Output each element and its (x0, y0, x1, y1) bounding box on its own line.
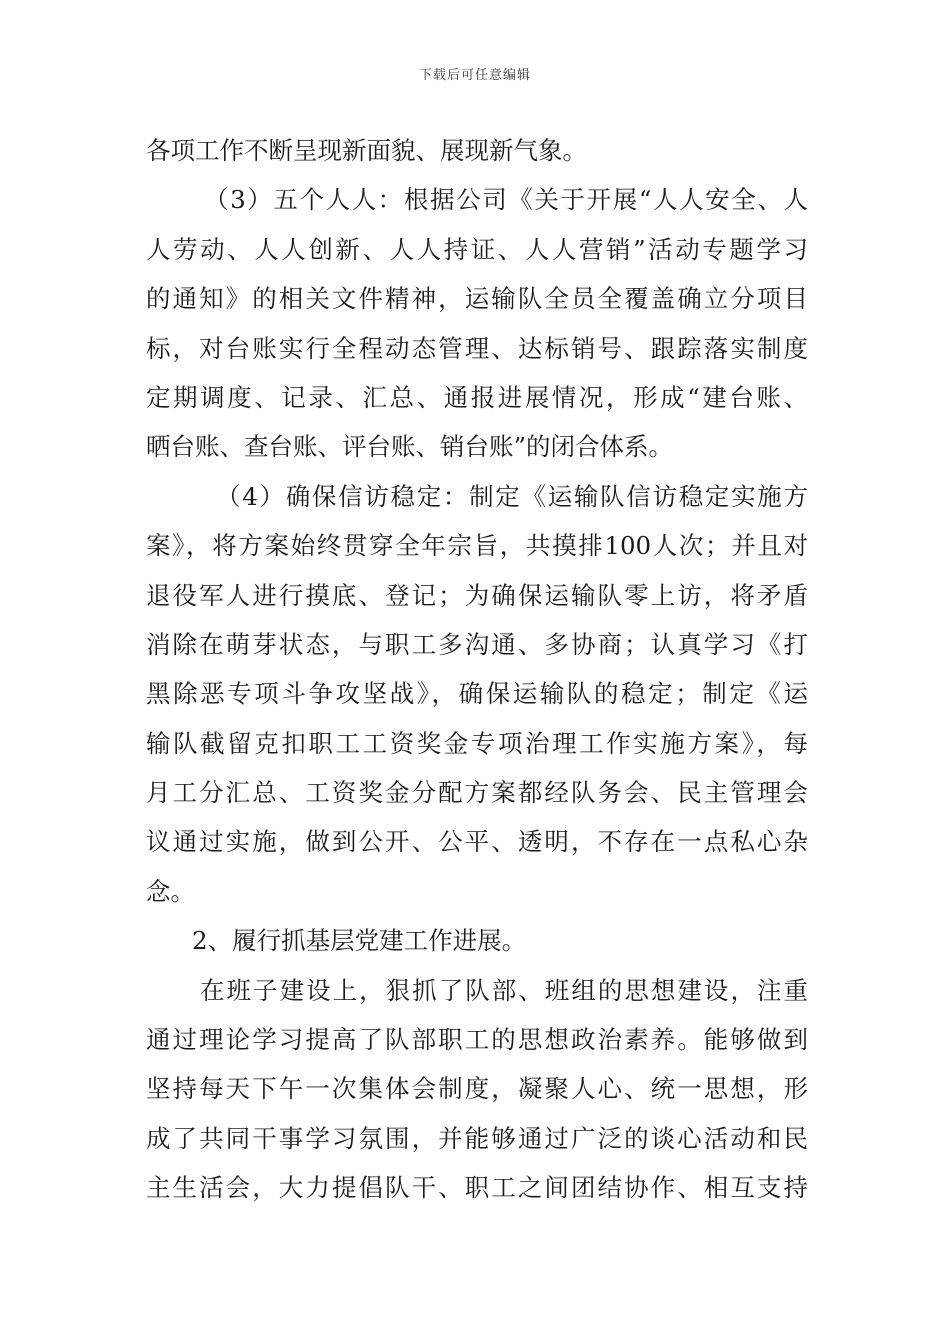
text-line: 输队截留克扣职工工资奖金专项治理工作实施方案》，每 (146, 728, 808, 758)
text-line: 各项工作不断呈现新面貌、展现新气象。 (146, 136, 587, 165)
text-line: 的通知》的相关文件精神，运输队全员全覆盖确立分项目 (146, 284, 808, 314)
text-line: 主生活会，大力提倡队干、职工之间团结协作、相互支持 (146, 1173, 808, 1203)
text-line: 念。 (146, 876, 195, 906)
section-heading: 2、履行抓基层党建工作进展。 (192, 926, 527, 956)
text-line: 月工分汇总、工资奖金分配方案都经队务会、民主管理会 (146, 778, 808, 808)
text-line: 人劳动、人人创新、人人持证、人人营销”活动专题学习 (146, 234, 808, 264)
text-line: 消除在萌芽状态，与职工多沟通、多协商；认真学习《打 (146, 629, 808, 659)
text-line: 在班子建设上，狠抓了队部、班组的思想建设，注重 (200, 975, 808, 1005)
text-line: 标，对台账实行全程动态管理、达标销号、跟踪落实制度 (146, 333, 808, 363)
text-line: 成了共同干事学习氛围，并能够通过广泛的谈心活动和民 (146, 1123, 808, 1153)
text-line: （4）确保信访稳定：制定《运输队信访稳定实施方 (216, 481, 808, 511)
text-line: 通过理论学习提高了队部职工的思想政治素养。能够做到 (146, 1025, 808, 1055)
document-body (146, 126, 808, 1213)
text-line: 坚持每天下午一次集体会制度，凝聚人心、统一思想，形 (146, 1074, 808, 1104)
text-line: 晒台账、查台账、评台账、销台账”的闭合体系。 (146, 432, 674, 462)
text-line: 议通过实施，做到公开、公平、透明，不存在一点私心杂 (146, 827, 808, 857)
text-line: 案》，将方案始终贯穿全年宗旨，共摸排100人次；并且对 (146, 531, 808, 561)
page-header-note: 下载后可任意编辑 (418, 68, 531, 83)
text-line: 退役军人进行摸底、登记；为确保运输队零上访，将矛盾 (146, 580, 808, 610)
text-line: （3）五个人人：根据公司《关于开展“人人安全、人 (204, 185, 808, 215)
text-line: 黑除恶专项斗争攻坚战》，确保运输队的稳定；制定《运 (146, 679, 808, 709)
text-line: 定期调度、记录、汇总、通报进展情况，形成“建台账、 (146, 382, 808, 412)
